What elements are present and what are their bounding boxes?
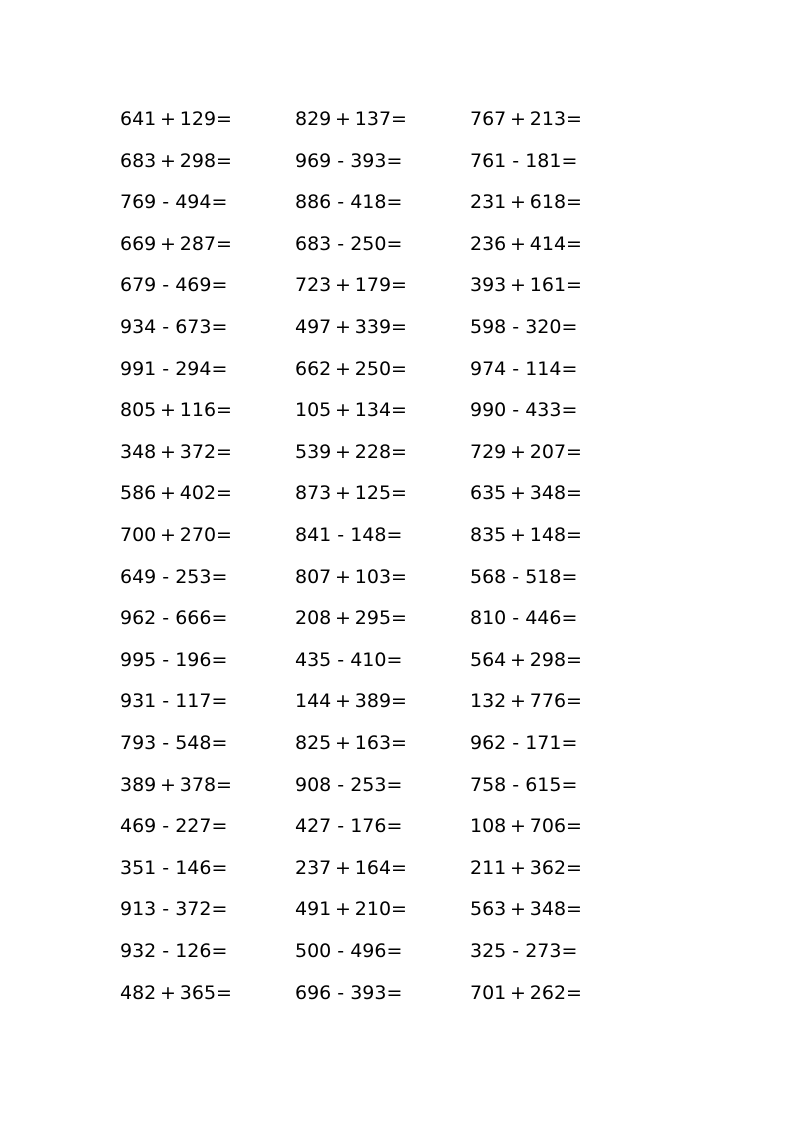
math-problem: 393 + 161= [470,274,582,297]
math-problem: 723 + 179= [295,274,407,297]
math-problem: 586 + 402= [120,482,232,505]
math-problem: 829 + 137= [295,108,407,130]
math-problem: 679 - 469= [120,274,228,297]
math-problem: 767 + 213= [470,108,582,130]
problem-row [0,686,794,716]
math-problem: 348 + 372= [120,440,232,463]
problem-row [0,270,794,300]
problem-row [0,104,794,134]
math-problem: 211 + 362= [470,856,582,879]
math-problem: 649 - 253= [120,565,228,588]
math-problem: 236 + 414= [470,232,582,255]
math-problem: 237 + 164= [295,856,407,879]
problem-row [0,978,794,1008]
math-problem: 568 - 518= [470,565,578,588]
problem-row [0,229,794,259]
math-problem: 564 + 298= [470,648,582,671]
problem-row [0,354,794,384]
math-problem: 351 - 146= [120,856,228,879]
problem-row [0,395,794,425]
math-problem: 641 + 129= [120,108,232,130]
math-problem: 769 - 494= [120,191,228,214]
math-problem: 825 + 163= [295,732,407,754]
math-problem: 995 - 196= [120,648,228,671]
problem-row [0,312,794,342]
problem-row [0,478,794,508]
math-problem: 931 - 117= [120,690,228,713]
math-problem: 969 - 393= [295,149,403,172]
math-problem: 886 - 418= [295,191,403,214]
math-problem: 208 + 295= [295,607,407,630]
math-problem: 491 + 210= [295,898,407,921]
math-problem: 105 + 134= [295,399,407,422]
math-problem: 539 + 228= [295,440,407,463]
math-problem: 962 - 171= [470,732,578,754]
math-problem: 758 - 615= [470,773,578,796]
math-problem: 934 - 673= [120,316,228,338]
math-problem: 807 + 103= [295,565,407,588]
problem-row [0,146,794,176]
math-problem: 701 + 262= [470,981,582,1004]
math-problem: 108 + 706= [470,815,582,838]
math-problem: 427 - 176= [295,815,403,838]
math-problem: 700 + 270= [120,524,232,546]
math-problem: 990 - 433= [470,399,578,422]
math-problem: 144 + 389= [295,690,407,713]
math-problem: 962 - 666= [120,607,228,630]
math-problem: 482 + 365= [120,981,232,1004]
problem-row [0,811,794,841]
math-problem: 231 + 618= [470,191,582,214]
math-problem: 635 + 348= [470,482,582,505]
math-problem: 841 - 148= [295,524,403,546]
math-problem: 873 + 125= [295,482,407,505]
problem-row [0,728,794,758]
math-problem: 835 + 148= [470,524,582,546]
math-problem: 683 + 298= [120,149,232,172]
math-problem: 913 - 372= [120,898,228,921]
problem-row [0,645,794,675]
math-problem: 132 + 776= [470,690,582,713]
problem-row [0,894,794,924]
problem-row [0,936,794,966]
math-problem: 932 - 126= [120,940,228,962]
problem-row [0,603,794,633]
math-problem: 810 - 446= [470,607,578,630]
problem-row [0,437,794,467]
math-problem: 761 - 181= [470,149,578,172]
math-problem: 669 + 287= [120,232,232,255]
math-problem: 974 - 114= [470,357,578,380]
math-problem: 729 + 207= [470,440,582,463]
math-problem: 908 - 253= [295,773,403,796]
problem-row [0,562,794,592]
problem-row [0,520,794,550]
math-problem: 793 - 548= [120,732,228,754]
math-problem: 325 - 273= [470,940,578,962]
math-problem: 696 - 393= [295,981,403,1004]
math-problem: 563 + 348= [470,898,582,921]
math-problem: 598 - 320= [470,316,578,338]
problem-row [0,770,794,800]
math-problem: 497 + 339= [295,316,407,338]
math-problem: 435 - 410= [295,648,403,671]
problem-row [0,853,794,883]
math-problem: 662 + 250= [295,357,407,380]
math-problem: 500 - 496= [295,940,403,962]
problem-row [0,187,794,217]
math-problem: 389 + 378= [120,773,232,796]
math-problem: 805 + 116= [120,399,232,422]
math-problem: 991 - 294= [120,357,228,380]
math-problem: 683 - 250= [295,232,403,255]
math-problem: 469 - 227= [120,815,228,838]
